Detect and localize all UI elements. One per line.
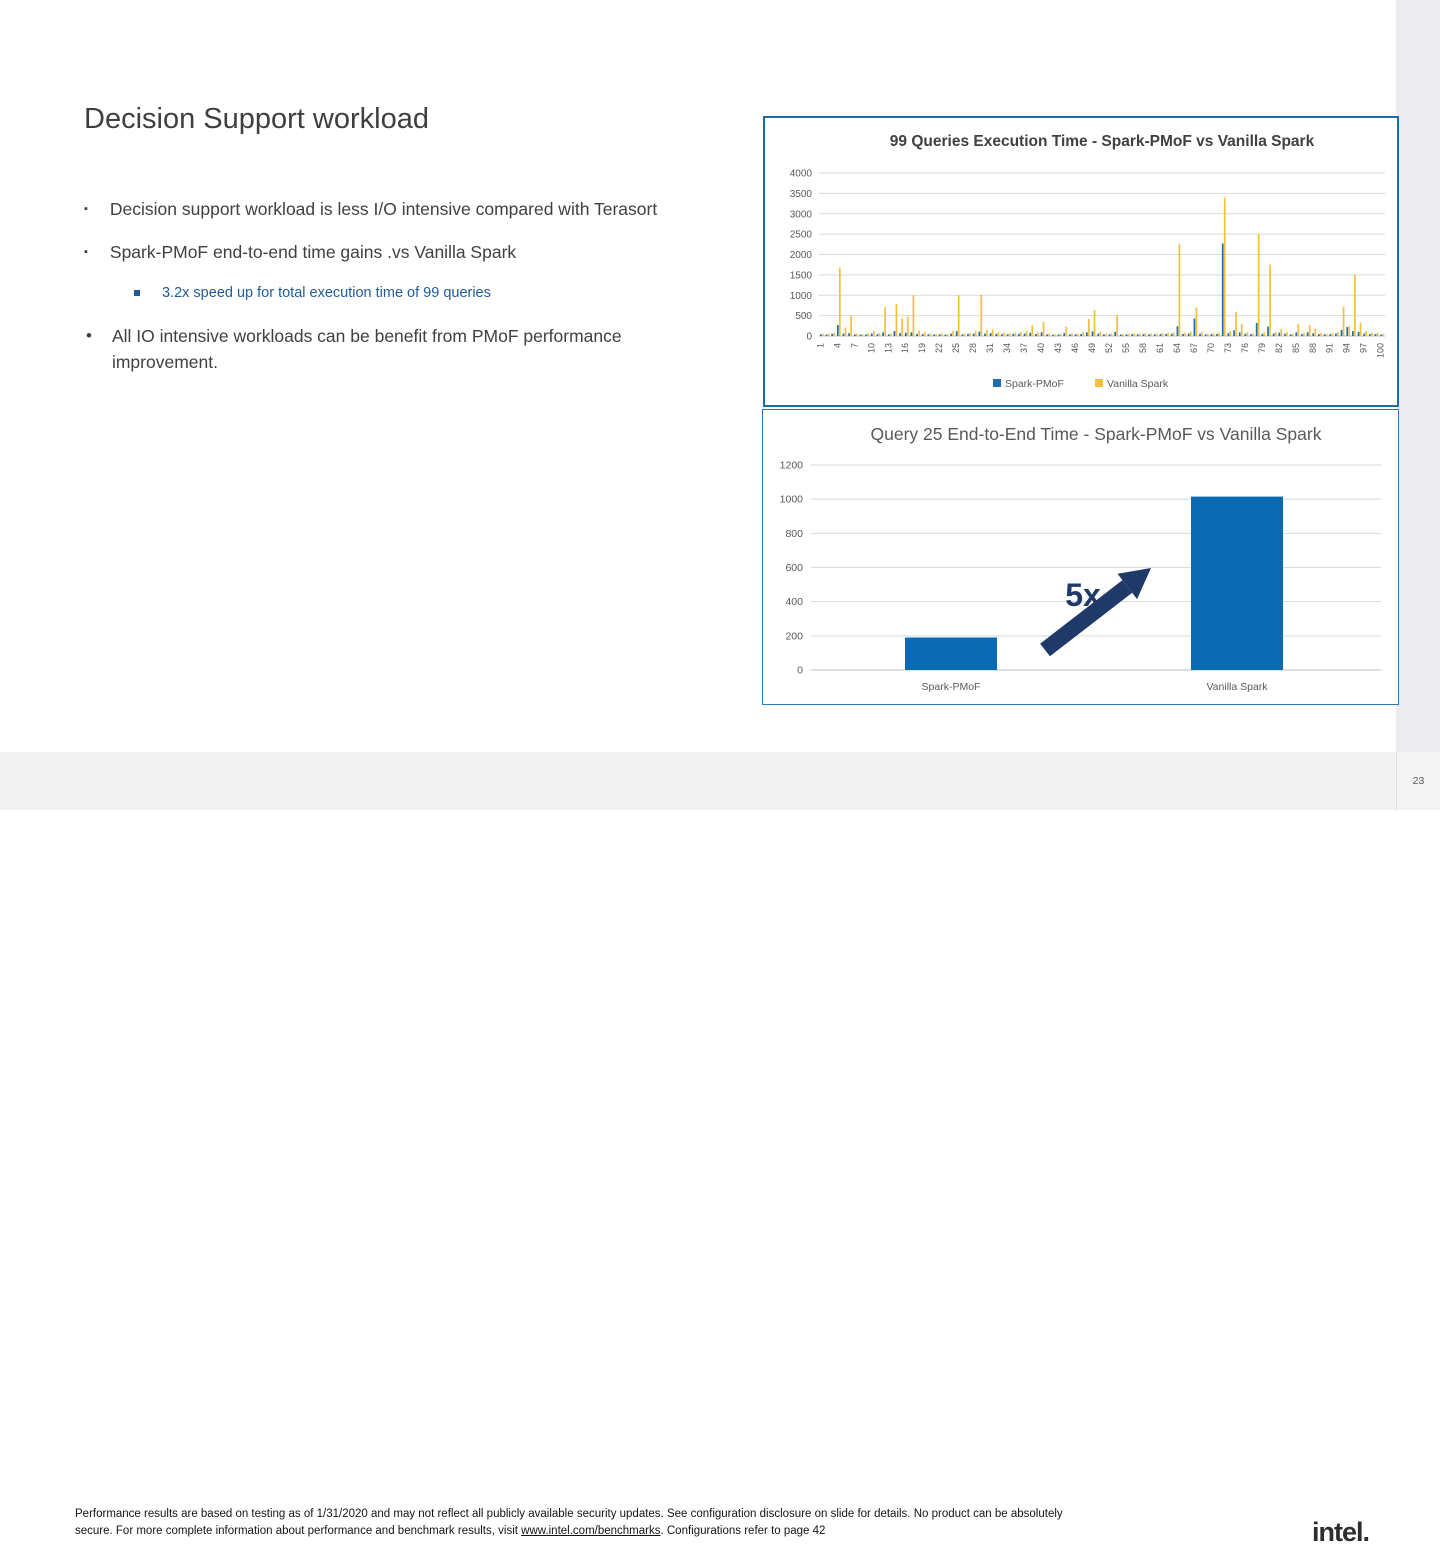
sub-bullet-text: 3.2x speed up for total execution time of 99 queries: [162, 285, 491, 301]
svg-text:1000: 1000: [789, 290, 812, 302]
svg-text:13: 13: [883, 343, 894, 354]
svg-text:Spark-PMoF: Spark-PMoF: [921, 681, 981, 693]
svg-text:3500: 3500: [789, 188, 812, 200]
viewer-gutter: [1396, 0, 1440, 810]
chart-query25: [762, 409, 1399, 705]
bullet-item: [84, 199, 744, 220]
bullet-text: All IO intensive workloads can be benefit from PMoF performance improvement.: [111, 326, 622, 372]
svg-text:1000: 1000: [779, 493, 803, 506]
footer-text-segment: . Configurations refer to page 42: [660, 1525, 826, 1537]
svg-text:46: 46: [1070, 343, 1081, 354]
svg-text:85: 85: [1290, 343, 1301, 354]
svg-text:0: 0: [797, 664, 803, 677]
svg-text:58: 58: [1137, 343, 1148, 354]
svg-text:Vanilla Spark: Vanilla Spark: [1107, 378, 1169, 390]
svg-text:Vanilla Spark: Vanilla Spark: [1206, 681, 1268, 693]
svg-text:61: 61: [1154, 343, 1165, 354]
legend-swatch-vanilla-spark: [1095, 379, 1103, 387]
svg-text:7: 7: [849, 343, 860, 349]
chart2-title: Query 25 End-to-End Time - Spark-PMoF vs Vanilla Spark: [870, 424, 1322, 444]
svg-text:40: 40: [1036, 343, 1047, 354]
svg-text:800: 800: [785, 527, 803, 540]
chart1-title: 99 Queries Execution Time - Spark-PMoF vs Vanilla Spark: [889, 133, 1315, 150]
chart-99-queries: [763, 116, 1399, 407]
svg-text:16: 16: [900, 343, 911, 354]
square-bullet-icon: ▪: [84, 246, 88, 258]
benchmarks-link[interactable]: www.intel.com/benchmarks: [521, 1525, 661, 1537]
bullet-text: Spark-PMoF end-to-end time gains .vs Vanilla Spark: [109, 242, 517, 262]
svg-text:400: 400: [785, 596, 803, 609]
svg-text:500: 500: [795, 311, 812, 323]
svg-text:Spark-PMoF: Spark-PMoF: [1005, 378, 1064, 390]
svg-text:34: 34: [1002, 343, 1013, 354]
svg-text:100: 100: [1375, 343, 1386, 359]
svg-text:94: 94: [1341, 343, 1352, 354]
svg-text:79: 79: [1256, 343, 1267, 354]
spacer: [140, 285, 162, 301]
sub-bullet-item: [134, 285, 694, 301]
svg-text:4000: 4000: [789, 168, 812, 180]
svg-text:82: 82: [1273, 343, 1284, 354]
svg-text:2000: 2000: [789, 250, 812, 261]
svg-text:600: 600: [785, 562, 803, 574]
svg-text:52: 52: [1103, 343, 1114, 354]
page-number: [1396, 752, 1440, 810]
svg-text:70: 70: [1205, 343, 1216, 354]
svg-text:4: 4: [832, 343, 843, 349]
footer-text-segment: Performance results are based on testing as of 1/31/2020 and may not reflect all publicly available security updates. See configuration disclosure on slide for details. No product can be absolutely: [75, 1508, 1063, 1520]
svg-text:10: 10: [866, 343, 877, 354]
svg-text:200: 200: [785, 630, 803, 643]
svg-text:64: 64: [1171, 343, 1182, 354]
bar-vanilla-spark: [1191, 497, 1283, 670]
svg-text:25: 25: [951, 343, 962, 354]
svg-text:55: 55: [1120, 343, 1131, 354]
svg-text:49: 49: [1087, 343, 1098, 354]
svg-text:76: 76: [1239, 343, 1250, 354]
svg-text:91: 91: [1324, 343, 1335, 354]
footer-text-segment: secure. For more complete information about performance and benchmark results, visit: [75, 1525, 522, 1537]
chart1-svg: [765, 118, 1397, 405]
svg-text:28: 28: [968, 343, 979, 354]
bar-spark-pmof: [905, 638, 997, 671]
svg-text:31: 31: [985, 343, 996, 354]
chart-99-queries-canvas: [765, 118, 1397, 410]
speedup-label: 5x: [1065, 577, 1101, 613]
svg-text:37: 37: [1019, 343, 1030, 354]
svg-text:0: 0: [806, 331, 812, 343]
bullet-text: Decision support workload is less I/O intensive compared with Terasort: [109, 199, 658, 219]
footer-line-2: [75, 1523, 1160, 1540]
bullet-item: [84, 242, 744, 263]
chart-query25-canvas: [763, 410, 1398, 708]
svg-text:1: 1: [815, 343, 826, 349]
svg-text:88: 88: [1307, 343, 1318, 354]
page-number-value: 23: [1412, 775, 1425, 787]
svg-text:1200: 1200: [779, 459, 803, 472]
legend-swatch-spark-pmof: [993, 379, 1001, 387]
chart1-legend: [993, 378, 1169, 390]
footer-disclaimer-text: [75, 1506, 1160, 1540]
svg-text:22: 22: [934, 343, 945, 354]
svg-text:97: 97: [1358, 343, 1369, 354]
footer-disclaimer-band: [0, 752, 1396, 1547]
svg-text:73: 73: [1222, 343, 1233, 354]
svg-text:43: 43: [1053, 343, 1064, 354]
square-bullet-icon: ▪: [84, 203, 88, 215]
intel-logo: intel.: [1312, 1517, 1370, 1547]
footer-line-1: [75, 1506, 1160, 1523]
page-title: Decision Support workload: [84, 103, 429, 136]
svg-text:2500: 2500: [789, 229, 812, 241]
chart2-svg: [763, 410, 1397, 703]
svg-text:19: 19: [917, 343, 928, 354]
dot-bullet-icon: •: [86, 326, 92, 345]
bullet-item: [84, 323, 684, 375]
svg-text:67: 67: [1188, 343, 1199, 354]
svg-text:3000: 3000: [789, 209, 812, 221]
svg-text:1500: 1500: [789, 270, 812, 282]
